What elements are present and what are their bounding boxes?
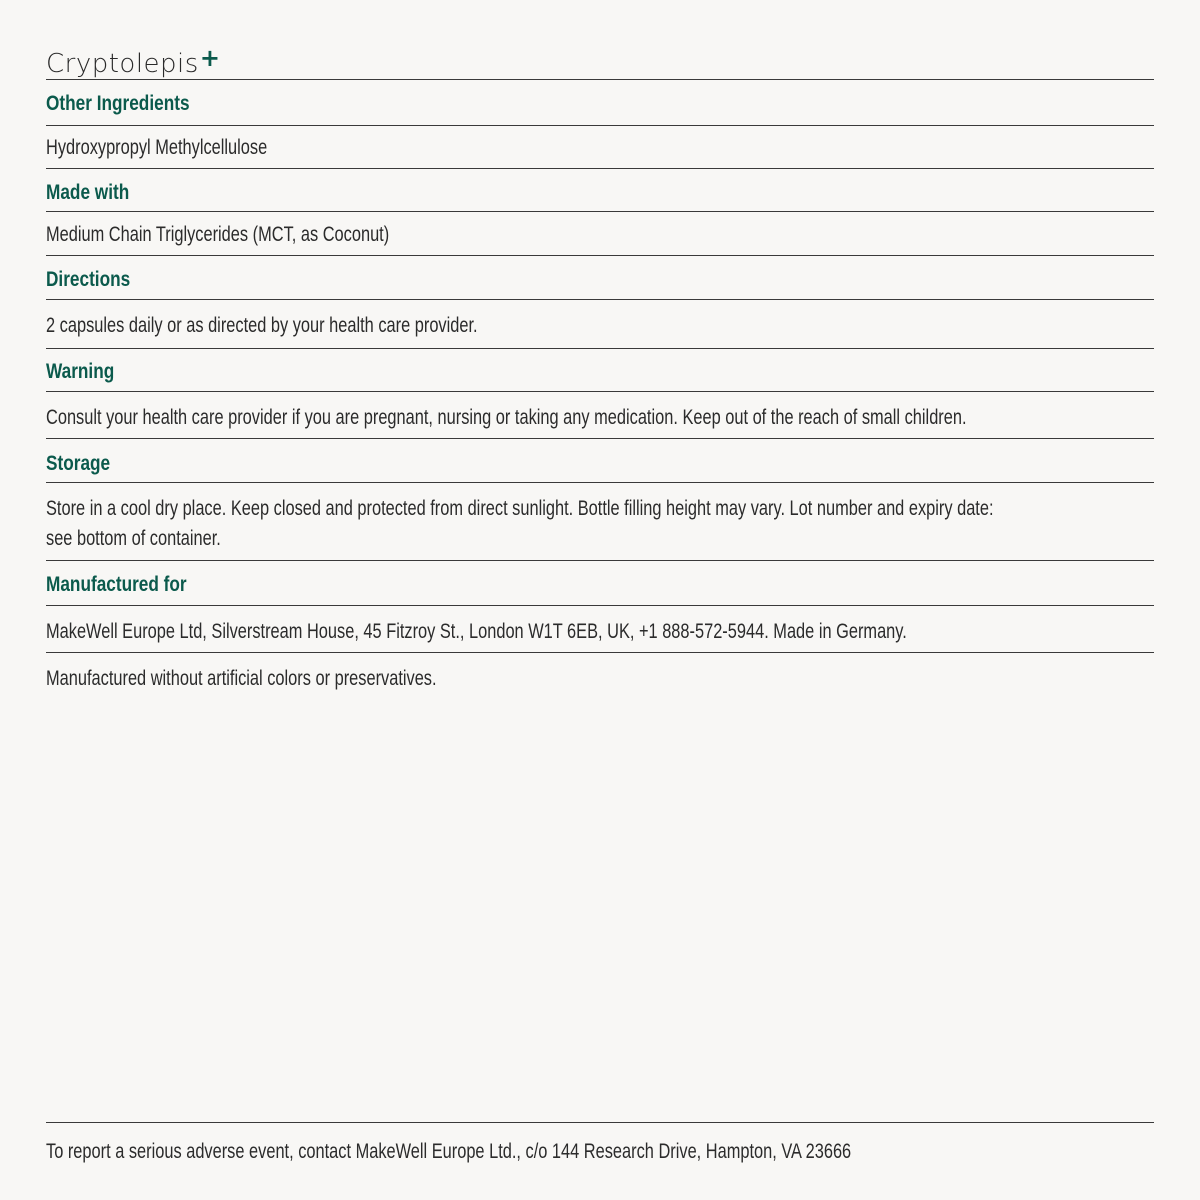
section-body-other-ingredients: Hydroxypropyl Methylcellulose: [46, 136, 268, 159]
divider: [46, 348, 1154, 349]
ingredients-note: Manufactured without artificial colors or preservatives.: [46, 667, 437, 690]
divider: [46, 79, 1154, 80]
section-body-warning: Consult your health care provider if you are pregnant, nursing or taking any medication. Keep out of the reach of small children.: [46, 406, 967, 429]
section-heading-storage: Storage: [46, 452, 111, 475]
divider: [46, 125, 1154, 126]
section-heading-made-with: Made with: [46, 181, 130, 204]
divider: [46, 299, 1154, 300]
divider: [46, 391, 1154, 392]
divider: [46, 211, 1154, 212]
section-heading-manufactured-for: Manufactured for: [46, 573, 187, 596]
divider: [46, 438, 1154, 439]
divider: [46, 168, 1154, 169]
section-body-directions: 2 capsules daily or as directed by your health care provider.: [46, 314, 478, 337]
divider: [46, 652, 1154, 653]
divider: [46, 255, 1154, 256]
divider: [46, 560, 1154, 561]
footer-adverse-event-text: To report a serious adverse event, contact MakeWell Europe Ltd., c/o 144 Research Drive, Hampton, VA 23666: [46, 1140, 852, 1163]
section-heading-warning: Warning: [46, 360, 115, 383]
section-body-storage-line2: see bottom of container.: [46, 527, 221, 550]
section-heading-directions: Directions: [46, 268, 131, 291]
plus-icon: +: [199, 44, 221, 72]
section-body-made-with: Medium Chain Triglycerides (MCT, as Coconut): [46, 223, 390, 246]
divider: [46, 482, 1154, 483]
section-heading-other-ingredients: Other Ingredients: [46, 92, 190, 115]
footer-divider: [46, 1122, 1154, 1123]
section-body-storage-line1: Store in a cool dry place. Keep closed and protected from direct sunlight. Bottle filling height may vary. Lot number and expiry date:: [46, 497, 994, 520]
section-body-manufactured-for: MakeWell Europe Ltd, Silverstream House, 45 Fitzroy St., London W1T 6EB, UK, +1 888-572-5944. Made in Germany.: [46, 620, 907, 643]
divider: [46, 605, 1154, 606]
brand-name: Cryptolepis: [46, 49, 199, 79]
brand-logo: [46, 40, 220, 82]
